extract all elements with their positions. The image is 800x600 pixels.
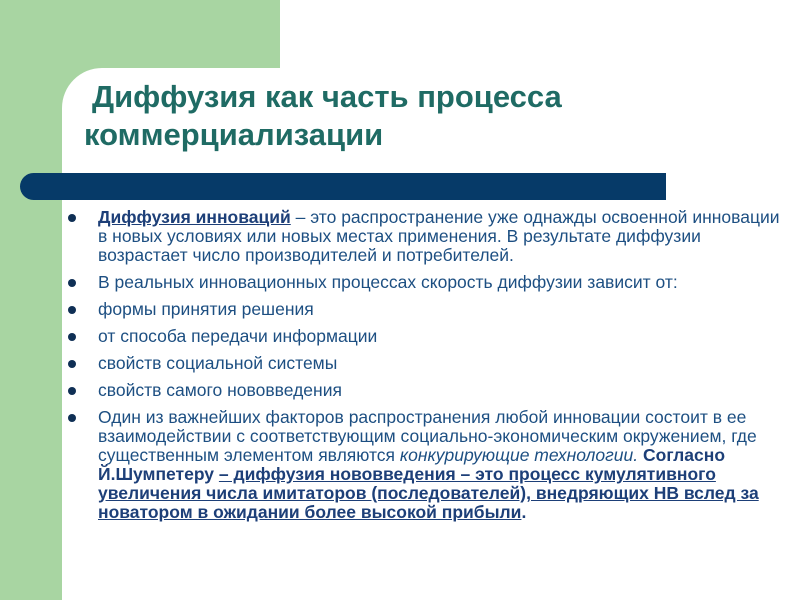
bullet-item-decision-form [62,300,782,319]
bullet-text: В реальных инновационных процессах скорость диффузии зависит от: [98,272,678,292]
bullet-icon [68,414,76,422]
bullet-item-social-system [62,354,782,373]
term-diffusion-innovations: Диффузия инноваций [98,207,291,227]
bullet-list [62,208,782,530]
schumpeter-reference: Согласно Й.Шумпетеру [98,445,726,484]
slide-title [84,78,774,154]
bullet-text: Один из важнейших факторов распространения любой инновации состоит в ее взаимодействии с соответствующим социально-экономическим окружением, где существенным элементом являются [98,407,757,465]
bullet-text: от способа передачи информации [98,326,378,346]
schumpeter-definition: – диффузия нововведения – это процесс кумулятивного увеличения числа имитаторов (последователей), внедряющих НВ вслед за новатором в ожидании более высокой прибыли [98,464,759,522]
green-left-strip [0,0,62,600]
bullet-icon [68,306,76,314]
bullet-icon [68,279,76,287]
bullet-icon [68,387,76,395]
bullet-text: свойств социальной системы [98,353,338,373]
bullet-icon [68,360,76,368]
bullet-text: свойств самого нововведения [98,380,342,400]
bullet-icon [68,333,76,341]
bullet-item-innovation-properties [62,381,782,400]
slide-title-line-2: коммерциализации [84,117,384,152]
decorative-bar [20,173,666,200]
bullet-item-schumpeter [62,408,782,522]
definition-text: – это распространение уже однажды освоенной инновации в новых условиях или новых местах применения. В результате диффузии возрастает число производителей и потребителей. [98,207,780,265]
competing-technologies-text: конкурирующие технологии. [399,445,639,465]
bullet-text: формы принятия решения [98,299,314,319]
bullet-icon [68,214,76,222]
bullet-item-diffusion-definition [62,208,782,265]
bullet-item-speed-depends [62,273,782,292]
slide-title-line-1: Диффузия как часть процесса [92,79,562,114]
sentence-end: . [521,502,527,522]
bullet-item-transfer-method [62,327,782,346]
